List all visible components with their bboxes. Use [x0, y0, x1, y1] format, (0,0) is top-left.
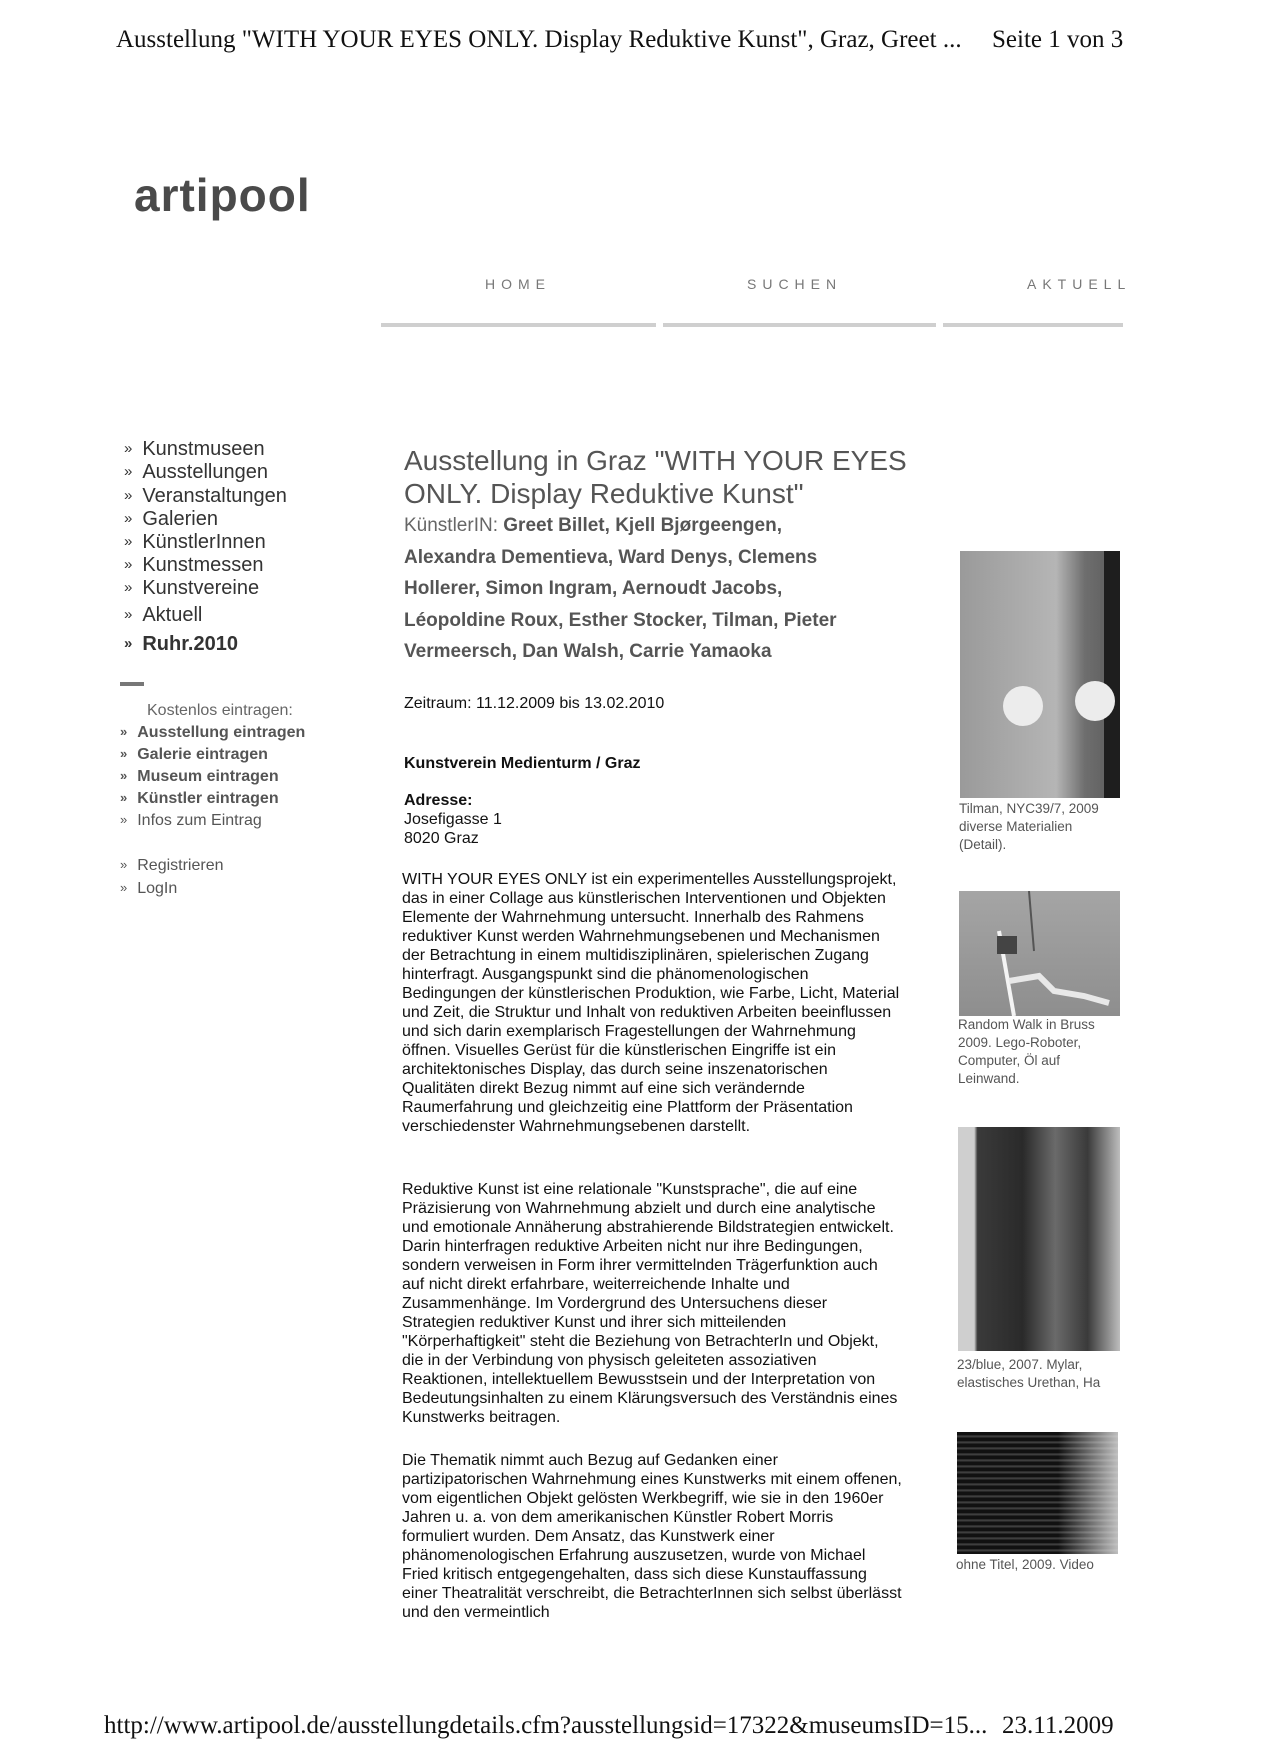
- sidebar-item-kunstvereine[interactable]: » Kunstvereine: [124, 577, 260, 599]
- sidebar-item-kunstmessen[interactable]: » Kunstmessen: [124, 554, 264, 576]
- chevron-right-icon: »: [124, 440, 133, 457]
- artwork-image-23-blue[interactable]: [958, 1127, 1120, 1351]
- artwork-image-ohne-titel[interactable]: [957, 1432, 1118, 1554]
- chevron-right-icon: »: [124, 487, 133, 504]
- register-link[interactable]: » Registrieren: [120, 857, 224, 874]
- sidebar-item-galerien[interactable]: » Galerien: [124, 508, 218, 530]
- chevron-right-icon: »: [120, 790, 128, 805]
- address-label: Adresse:: [404, 792, 473, 809]
- print-footer-url: http://www.artipool.de/ausstellungdetails.cfm?ausstellungsid=17322&museumsID=15...: [104, 1712, 988, 1739]
- nav-underline-current: [943, 323, 1123, 327]
- entry-link-galerie[interactable]: » Galerie eintragen: [120, 746, 268, 763]
- sidebar-item-veranstaltungen[interactable]: » Veranstaltungen: [124, 485, 287, 507]
- artwork-caption-3: 23/blue, 2007. Mylar, elastisches Urethan, Ha: [957, 1357, 1101, 1390]
- entry-link-ausstellung[interactable]: » Ausstellung eintragen: [120, 724, 306, 741]
- chevron-right-icon: »: [124, 579, 133, 596]
- chevron-right-icon: »: [120, 724, 128, 739]
- chevron-right-icon: »: [120, 768, 128, 783]
- venue-name: Kunstverein Medienturm / Graz: [404, 755, 641, 772]
- chevron-right-icon: »: [124, 606, 133, 623]
- chevron-right-icon: »: [124, 463, 133, 480]
- chevron-right-icon: »: [120, 880, 128, 895]
- artwork-caption-1: Tilman, NYC39/7, 2009 diverse Materialien (Detail).: [959, 801, 1099, 852]
- sidebar-item-ausstellungen[interactable]: » Ausstellungen: [124, 461, 268, 483]
- chevron-right-icon: »: [124, 533, 133, 550]
- nav-current[interactable]: AKTUELL: [1027, 276, 1132, 292]
- exhibition-period: Zeitraum: 11.12.2009 bis 13.02.2010: [404, 695, 665, 712]
- description-paragraph-1: WITH YOUR EYES ONLY ist ein experimentelles Ausstellungsprojekt, das in einer Collage aus künstlerischen Interventionen und Objekten Elemente der Wahrnehmung untersucht. Innerhalb des Rahmens reduktiver Kunst werden Wahrnehmungsebenen und Mechanismen der Betrachtung in einem multidisziplinären, spielerischen Zugang hinterfragt. Ausgangspunkt sind die phänomenologischen Bedingungen der künstlerischen Produktion, wie Farbe, Licht, Material und Zeit, die Struktur und Inhalt von reduktiven Arbeiten beeinflussen und sich darin exemplarisch Fragestellungen der Wahrnehmung öffnen. Visuelles Gerüst für die künstlerischen Eingriffe ist ein architektonisches Display, das durch seine inszenatorischen Qualitäten direkt Bezug nimmt auf eine sich verändernde Raumerfahrung und gleichzeitig eine Plattform der Präsentation verschiedenster Wahrnehmungsebenen darstellt.: [402, 871, 900, 1135]
- entry-link-kuenstler[interactable]: » Künstler eintragen: [120, 790, 279, 807]
- print-page-number: Seite 1 von 3: [992, 26, 1124, 53]
- description-paragraph-2: Reduktive Kunst ist eine relationale "Kunstsprache", die auf eine Präzisierung von Wahrnehmung abzielt und durch eine analytische und emotionale Annäherung abstrahierende Bildstrategien entwickelt. Darin hinterfragen reduktive Arbeiten nicht nur ihre Bedingungen, sondern verweisen in Form ihrer vermittelnden Trägerfunktion auch auf nicht direkt erfahrbare, weiterreichende Inhalte und Zusammenhänge. Im Vordergrund des Untersuchens dieser Strategien reduktiver Kunst und ihrer sich mitteilenden "Körperhaftigkeit" steht die Beziehung von BetrachterIn und Objekt, die in der Verbindung von physisch geleiteten assoziativen Reaktionen, intellektuellem Bewusstsein und der Interpretation von Bedeutungsinhalten zu einem Klärungsversuch des Verständnis eines Kunstwerks beitragen.: [402, 1181, 898, 1426]
- chevron-right-icon: »: [120, 857, 128, 872]
- sidebar-item-kuenstlerinnen[interactable]: » KünstlerInnen: [124, 531, 266, 553]
- artwork-image-tilman[interactable]: [960, 551, 1120, 798]
- description-paragraph-3: Die Thematik nimmt auch Bezug auf Gedanken einer partizipatorischen Wahrnehmung eines Kunstwerks mit einem offenen, vom eigentlichen Objekt gelösten Werkbegriff, wie sie in den 1960er Jahren u. a. von dem amerikanischen Künstler Robert Morris formuliert wurden. Dem Ansatz, das Kunstwerk einer phänomenologischen Erfahrung auszusetzen, wurde von Michael Fried kritisch entgegengehalten, dass sich diese Kunstauffassung einer Theatralität verschreibt, die BetrachterInnen sich selbst überlässt und den vermeintlich: [402, 1452, 902, 1621]
- exhibition-title: Ausstellung in Graz "WITH YOUR EYES ONLY. Display Reduktive Kunst": [404, 445, 907, 509]
- sidebar-item-ruhr2010[interactable]: » Ruhr.2010: [124, 633, 238, 655]
- site-logo[interactable]: artipool: [134, 169, 311, 221]
- nav-home[interactable]: HOME: [485, 276, 551, 292]
- artists-block: [404, 510, 874, 668]
- chevron-right-icon: »: [120, 746, 128, 761]
- nav-search[interactable]: SUCHEN: [747, 276, 843, 292]
- artists-label: KünstlerIN:: [404, 515, 498, 536]
- print-footer-date: 23.11.2009: [1002, 1712, 1114, 1739]
- artwork-caption-4: ohne Titel, 2009. Video: [956, 1557, 1094, 1572]
- print-header-title: Ausstellung "WITH YOUR EYES ONLY. Display Reduktive Kunst", Graz, Greet ...: [116, 26, 962, 53]
- chevron-right-icon: »: [124, 510, 133, 527]
- free-entry-label: Kostenlos eintragen:: [147, 702, 293, 719]
- address-city: 8020 Graz: [404, 830, 479, 847]
- chevron-right-icon: »: [120, 812, 128, 827]
- sidebar-item-aktuell[interactable]: » Aktuell: [124, 604, 203, 626]
- nav-underline-search: [663, 323, 936, 327]
- entry-link-museum[interactable]: » Museum eintragen: [120, 768, 279, 785]
- chevron-right-icon: »: [124, 635, 133, 652]
- entry-link-infos[interactable]: » Infos zum Eintrag: [120, 812, 262, 829]
- sidebar-item-kunstmuseen[interactable]: » Kunstmuseen: [124, 438, 265, 460]
- artwork-caption-2: Random Walk in Bruss 2009. Lego-Roboter, Computer, Öl auf Leinwand.: [958, 1017, 1095, 1086]
- address-street: Josefigasse 1: [404, 811, 502, 828]
- artwork-image-random-walk[interactable]: [959, 891, 1120, 1016]
- chevron-right-icon: »: [124, 556, 133, 573]
- sidebar-divider: [120, 682, 144, 686]
- nav-underline-home: [381, 323, 656, 327]
- login-link[interactable]: » LogIn: [120, 880, 178, 897]
- artists-list: Greet Billet, Kjell Bjørgeengen, Alexandra Dementieva, Ward Denys, Clemens Hollerer, Simon Ingram, Aernoudt Jacobs, Léopoldine Roux, Esther Stocker, Tilman, Pieter Vermeersch, Dan Walsh, Carrie Yamaoka: [404, 515, 837, 662]
